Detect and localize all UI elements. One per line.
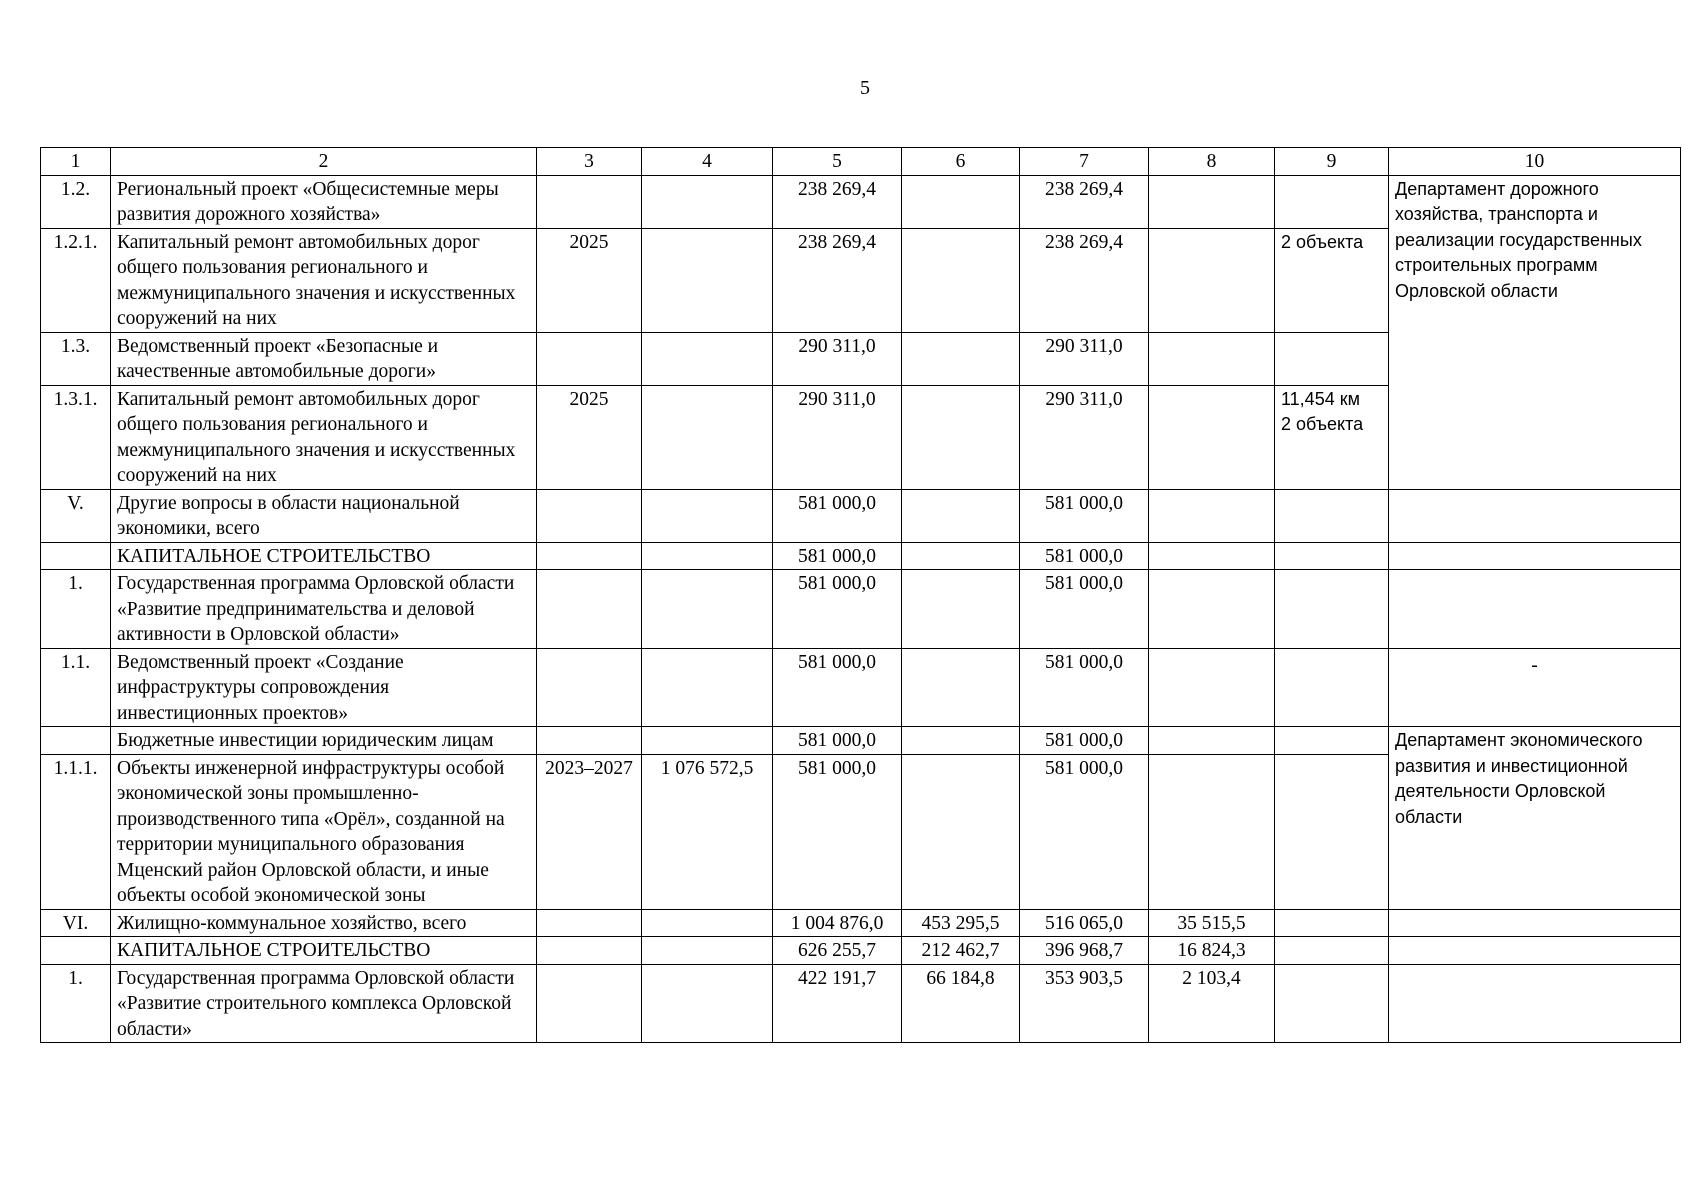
row-name: Другие вопросы в области национальной экономики, всего <box>111 489 537 542</box>
column-header: 9 <box>1275 148 1389 176</box>
cell-col4 <box>642 385 773 489</box>
cell-col3 <box>537 937 642 965</box>
cell-col3: 2023–2027 <box>537 754 642 909</box>
table-row <box>41 570 1681 649</box>
cell-col6: 212 462,7 <box>902 937 1020 965</box>
column-header: 2 <box>111 148 537 176</box>
cell-col8 <box>1149 332 1275 385</box>
cell-col9 <box>1275 754 1389 909</box>
row-name: Бюджетные инвестиции юридическим лицам <box>111 727 537 755</box>
row-name: Ведомственный проект «Безопасные и качественные автомобильные дороги» <box>111 332 537 385</box>
cell-col6 <box>902 542 1020 570</box>
cell-col3 <box>537 727 642 755</box>
column-header: 8 <box>1149 148 1275 176</box>
cell-col4 <box>642 542 773 570</box>
budget-table <box>40 147 1681 1043</box>
column-header: 6 <box>902 148 1020 176</box>
row-name: Капитальный ремонт автомобильных дорог общего пользования регионального и межмуниципального значения и искусственных сооружений на них <box>111 228 537 332</box>
table-row <box>41 937 1681 965</box>
cell-col4 <box>642 937 773 965</box>
cell-col8 <box>1149 648 1275 727</box>
column-header: 3 <box>537 148 642 176</box>
cell-col4 <box>642 570 773 649</box>
cell-col9 <box>1275 727 1389 755</box>
cell-col7: 290 311,0 <box>1020 332 1149 385</box>
cell-col4: 1 076 572,5 <box>642 754 773 909</box>
cell-col10 <box>1389 964 1681 1043</box>
cell-col9 <box>1275 937 1389 965</box>
row-name: Государственная программа Орловской области «Развитие предпринимательства и деловой активности в Орловской области» <box>111 570 537 649</box>
cell-col9: 2 объекта <box>1275 228 1389 332</box>
cell-col5: 238 269,4 <box>773 175 902 228</box>
row-number: 1.2. <box>41 175 111 228</box>
cell-col4 <box>642 727 773 755</box>
cell-col9 <box>1275 489 1389 542</box>
cell-col7: 581 000,0 <box>1020 542 1149 570</box>
table-row <box>41 648 1681 727</box>
cell-col4 <box>642 909 773 937</box>
row-name: Ведомственный проект «Создание инфраструктуры сопровождения инвестиционных проектов» <box>111 648 537 727</box>
cell-col6 <box>902 648 1020 727</box>
cell-col7: 581 000,0 <box>1020 570 1149 649</box>
cell-col3: 2025 <box>537 228 642 332</box>
row-number <box>41 727 111 755</box>
cell-col5: 581 000,0 <box>773 489 902 542</box>
cell-col9 <box>1275 385 1389 489</box>
row-number: 1.3. <box>41 332 111 385</box>
row-name: Капитальный ремонт автомобильных дорог общего пользования регионального и межмуниципального значения и искусственных сооружений на них <box>111 385 537 489</box>
row-number: 1. <box>41 964 111 1043</box>
cell-col4 <box>642 489 773 542</box>
cell-col6 <box>902 175 1020 228</box>
column-header: 7 <box>1020 148 1149 176</box>
table-row <box>41 909 1681 937</box>
cell-col10 <box>1389 937 1681 965</box>
cell-col5: 581 000,0 <box>773 648 902 727</box>
cell-col4 <box>642 648 773 727</box>
cell-col10 <box>1389 489 1681 542</box>
cell-col3 <box>537 175 642 228</box>
cell-col4 <box>642 175 773 228</box>
cell-col5: 581 000,0 <box>773 542 902 570</box>
table-row <box>41 727 1681 755</box>
cell-col6 <box>902 489 1020 542</box>
cell-col4 <box>642 332 773 385</box>
cell-col7: 353 903,5 <box>1020 964 1149 1043</box>
cell-col5: 422 191,7 <box>773 964 902 1043</box>
row-number: 1.1.1. <box>41 754 111 909</box>
cell-col8 <box>1149 570 1275 649</box>
responsible-department: Департамент дорожного хозяйства, транспорта и реализации государственных строительных программ Орловской области <box>1389 175 1681 489</box>
cell-col7: 238 269,4 <box>1020 175 1149 228</box>
cell-col3 <box>537 542 642 570</box>
cell-col5: 581 000,0 <box>773 727 902 755</box>
row-number <box>41 937 111 965</box>
cell-col3 <box>537 489 642 542</box>
cell-col4 <box>642 964 773 1043</box>
cell-col5: 238 269,4 <box>773 228 902 332</box>
column-header: 10 <box>1389 148 1681 176</box>
row-name: КАПИТАЛЬНОЕ СТРОИТЕЛЬСТВО <box>111 542 537 570</box>
cell-col6: 66 184,8 <box>902 964 1020 1043</box>
table-row <box>41 964 1681 1043</box>
cell-col7: 581 000,0 <box>1020 489 1149 542</box>
cell-col8 <box>1149 489 1275 542</box>
cell-col8 <box>1149 727 1275 755</box>
row-name: Жилищно-коммунальное хозяйство, всего <box>111 909 537 937</box>
cell-col5: 626 255,7 <box>773 937 902 965</box>
cell-col9 <box>1275 542 1389 570</box>
cell-col8: 2 103,4 <box>1149 964 1275 1043</box>
cell-col6 <box>902 727 1020 755</box>
cell-col10: - <box>1389 648 1681 727</box>
row-number: V. <box>41 489 111 542</box>
cell-col5: 290 311,0 <box>773 332 902 385</box>
cell-col7: 581 000,0 <box>1020 727 1149 755</box>
cell-col8: 16 824,3 <box>1149 937 1275 965</box>
row-number: 1.2.1. <box>41 228 111 332</box>
cell-col7: 581 000,0 <box>1020 754 1149 909</box>
cell-col9 <box>1275 175 1389 228</box>
cell-col7: 516 065,0 <box>1020 909 1149 937</box>
cell-col5: 581 000,0 <box>773 754 902 909</box>
responsible-department: Департамент экономического развития и инвестиционной деятельности Орловской области <box>1389 727 1681 910</box>
column-header: 5 <box>773 148 902 176</box>
cell-col8 <box>1149 754 1275 909</box>
cell-col8 <box>1149 385 1275 489</box>
column-header: 1 <box>41 148 111 176</box>
row-number: 1. <box>41 570 111 649</box>
cell-col6 <box>902 228 1020 332</box>
table-header-row <box>41 148 1681 176</box>
cell-col9 <box>1275 570 1389 649</box>
length-value: 11,454 км <box>1281 388 1360 409</box>
cell-col3 <box>537 648 642 727</box>
cell-col10 <box>1389 909 1681 937</box>
cell-col6 <box>902 385 1020 489</box>
cell-col7: 290 311,0 <box>1020 385 1149 489</box>
row-number: VI. <box>41 909 111 937</box>
row-number <box>41 542 111 570</box>
cell-col3 <box>537 570 642 649</box>
row-name: Региональный проект «Общесистемные меры развития дорожного хозяйства» <box>111 175 537 228</box>
table-row <box>41 175 1681 228</box>
row-number: 1.3.1. <box>41 385 111 489</box>
cell-col5: 290 311,0 <box>773 385 902 489</box>
cell-col9 <box>1275 964 1389 1043</box>
cell-col3: 2025 <box>537 385 642 489</box>
page-number: 5 <box>860 77 870 99</box>
cell-col7: 238 269,4 <box>1020 228 1149 332</box>
cell-col3 <box>537 332 642 385</box>
cell-col10 <box>1389 570 1681 649</box>
cell-col8 <box>1149 175 1275 228</box>
cell-col8 <box>1149 228 1275 332</box>
cell-col4 <box>642 228 773 332</box>
cell-col3 <box>537 964 642 1043</box>
row-number: 1.1. <box>41 648 111 727</box>
cell-col7: 396 968,7 <box>1020 937 1149 965</box>
cell-col6: 453 295,5 <box>902 909 1020 937</box>
cell-col7: 581 000,0 <box>1020 648 1149 727</box>
cell-col3 <box>537 909 642 937</box>
row-name: Объекты инженерной инфраструктуры особой экономической зоны промышленно-производственного типа «Орёл», созданной на территории муниципального образования Мценский район Орловской области, и иные объекты особой экономической зоны <box>111 754 537 909</box>
cell-col10 <box>1389 542 1681 570</box>
cell-col5: 1 004 876,0 <box>773 909 902 937</box>
objects-count: 2 объекта <box>1281 414 1364 434</box>
cell-col8: 35 515,5 <box>1149 909 1275 937</box>
cell-col8 <box>1149 542 1275 570</box>
cell-col6 <box>902 754 1020 909</box>
cell-col6 <box>902 332 1020 385</box>
cell-col9 <box>1275 332 1389 385</box>
table-row <box>41 489 1681 542</box>
row-name: Государственная программа Орловской области «Развитие строительного комплекса Орловской области» <box>111 964 537 1043</box>
column-header: 4 <box>642 148 773 176</box>
cell-col9 <box>1275 648 1389 727</box>
cell-col9 <box>1275 909 1389 937</box>
cell-col5: 581 000,0 <box>773 570 902 649</box>
cell-col6 <box>902 570 1020 649</box>
row-name: КАПИТАЛЬНОЕ СТРОИТЕЛЬСТВО <box>111 937 537 965</box>
table-row <box>41 542 1681 570</box>
